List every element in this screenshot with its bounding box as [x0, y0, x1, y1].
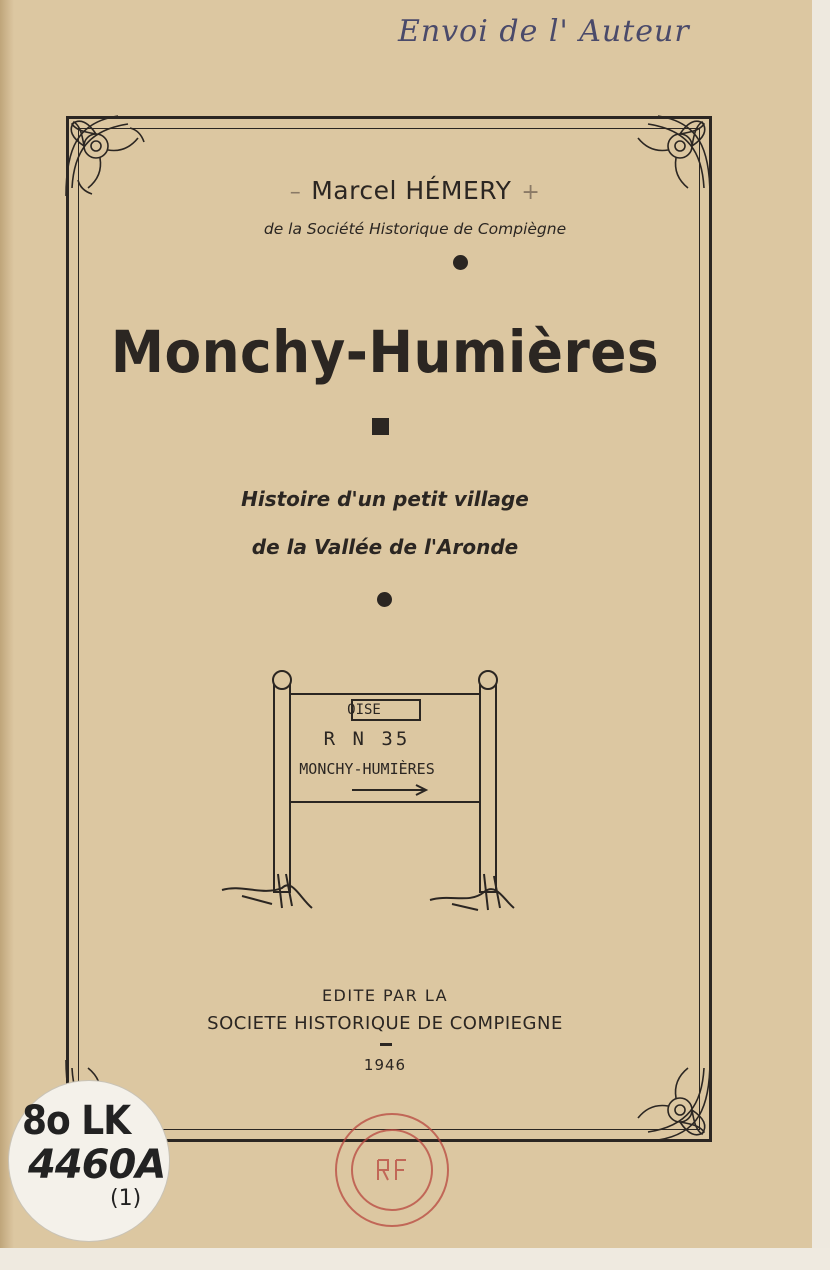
sign-place-name: MONCHY-HUMIÈRES [299, 760, 435, 778]
subtitle-line-1: Histoire d'un petit village [241, 487, 529, 511]
handwritten-dedication: Envoi de l' Auteur [398, 14, 690, 49]
frame-inner-border [78, 128, 700, 1130]
shelf-mark-volume: (1) [110, 1186, 142, 1211]
road-sign-illustration [212, 668, 522, 928]
shelf-mark-line-2: 4460A [28, 1142, 166, 1188]
dash-ornament: – [289, 180, 302, 205]
publisher-name: SOCIETE HISTORIQUE DE COMPIEGNE [207, 1013, 563, 1034]
book-title: Monchy-Humières [110, 318, 660, 386]
dot-ornament [377, 592, 392, 607]
shelf-mark-line-1: 8o LK [22, 1098, 131, 1144]
dot-ornament [453, 255, 468, 270]
dash-ornament: + [521, 180, 541, 205]
publication-year: 1946 [363, 1056, 407, 1074]
author-name [0, 176, 830, 205]
author-affiliation: de la Société Historique de Compiègne [263, 220, 567, 238]
author-name-text: Marcel HÉMERY [311, 176, 512, 205]
page-edge-bottom [0, 1248, 830, 1270]
sign-road-number: R N 35 [323, 728, 411, 750]
publisher-intro: EDITE PAR LA [321, 986, 449, 1005]
dash-ornament [380, 1043, 392, 1046]
sign-plate-label: OISE [347, 702, 381, 718]
square-ornament [372, 418, 389, 435]
subtitle-line-2: de la Vallée de l'Aronde [251, 535, 519, 559]
library-stamp [330, 1108, 454, 1232]
